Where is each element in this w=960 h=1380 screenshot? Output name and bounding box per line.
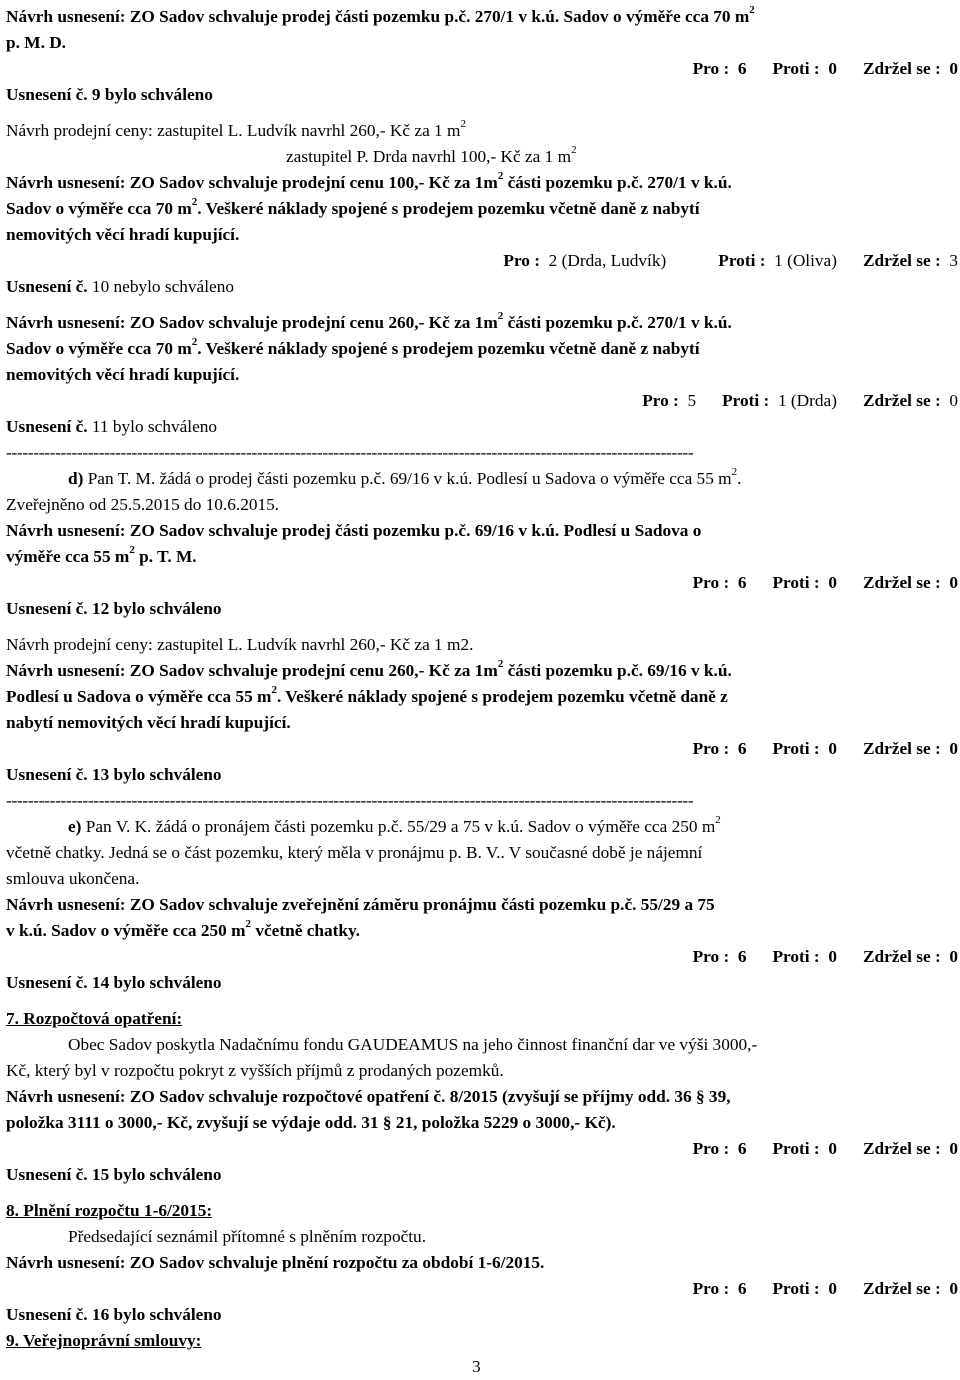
proposal-10-line-1: Návrh usnesení: ZO Sadov schvaluje prodejní cenu 100,- Kč za $1m^2$ části pozemku p.č. 270/1 v k.ú. — [6, 170, 732, 192]
price-proposal-2: Návrh prodejní ceny: zastupitel L. Ludvík navrhl 260,- Kč za 1 m2. — [6, 635, 474, 654]
vote-13: Pro : 6 Proti : 0 Zdržel se : 0 — [692, 739, 958, 758]
resolution-13: Usnesení č. 13 bylo schváleno — [6, 765, 222, 784]
proposal-10-line-3: nemovitých věcí hradí kupující. — [6, 225, 240, 244]
item-e-line-3: smlouva ukončena. — [6, 869, 140, 888]
proposal-9-line-1: Návrh usnesení: ZO Sadov schvaluje prodej části pozemku p.č. 270/1 v k.ú. Sadov o výměře cca 70 $m^2$ — [6, 4, 755, 26]
vote-9: Pro : 6 Proti : 0 Zdržel se : 0 — [692, 59, 958, 78]
resolution-16: Usnesení č. 16 bylo schváleno — [6, 1305, 222, 1324]
proposal-11-line-3: nemovitých věcí hradí kupující. — [6, 365, 240, 384]
budget-text-line-1: Obec Sadov poskytla Nadačnímu fondu GAUDEAMUS na jeho činnost finanční dar ve výši 3000,- — [68, 1035, 758, 1054]
proposal-15-line-2: položka 3111 o 3000,- Kč, zvyšují se výdaje odd. 31 § 21, položka 5229 o 3000,- Kč). — [6, 1113, 616, 1132]
proposal-12-line-2: výměře cca 55 $m^2$ p. T. M. — [6, 544, 197, 566]
proposal-14-line-2: v k.ú. Sadov o výměře cca 250 $m^2$ včetně chatky. — [6, 918, 360, 940]
resolution-15: Usnesení č. 15 bylo schváleno — [6, 1165, 222, 1184]
proposal-11-line-2: Sadov o výměře cca 70 $m^2$. Veškeré náklady spojené s prodejem pozemku včetně daně z nabytí — [6, 336, 700, 358]
item-d-line-1: d) Pan T. M. žádá o prodej části pozemku p.č. 69/16 v k.ú. Podlesí u Sadova o výměře cca 55 $m^2$. — [68, 466, 742, 488]
section-8-heading: 8. Plnění rozpočtu 1-6/2015: — [6, 1201, 213, 1220]
price-proposal-drda: zastupitel P. Drda navrhl 100,- Kč za 1 $m^2$ — [286, 144, 577, 166]
vote-12: Pro : 6 Proti : 0 Zdržel se : 0 — [692, 573, 958, 592]
vote-14: Pro : 6 Proti : 0 Zdržel se : 0 — [692, 947, 958, 966]
separator-line-2: ------------------------------------------------------------------------------------------------------------------------------ — [6, 791, 694, 810]
page-number: 3 — [472, 1357, 481, 1376]
document-page — [6, 4, 958, 1354]
budget-text-line-2: Kč, který byl v rozpočtu pokryt z vyšších příjmů z prodaných pozemků. — [6, 1061, 504, 1080]
vote-10: Pro : 2 (Drda, Ludvík) Proti : 1 (Oliva) Zdržel se : 3 — [503, 251, 958, 270]
item-e-line-2: včetně chatky. Jedná se o část pozemku, který měla v pronájmu p. B. V.. V současné době je nájemní — [6, 843, 703, 862]
section-9-heading: 9. Veřejnoprávní smlouvy: — [6, 1331, 202, 1350]
item-d-line-2: Zveřejněno od 25.5.2015 do 10.6.2015. — [6, 495, 280, 514]
proposal-12-line-1: Návrh usnesení: ZO Sadov schvaluje prodej části pozemku p.č. 69/16 v k.ú. Podlesí u Sadova o — [6, 521, 702, 540]
proposal-15-line-1: Návrh usnesení: ZO Sadov schvaluje rozpočtové opatření č. 8/2015 (zvyšují se příjmy odd. 36 § 39, — [6, 1087, 731, 1106]
resolution-14: Usnesení č. 14 bylo schváleno — [6, 973, 222, 992]
vote-11: Pro : 5 Proti : 1 (Drda) Zdržel se : 0 — [642, 391, 958, 410]
vote-16: Pro : 6 Proti : 0 Zdržel se : 0 — [692, 1279, 958, 1298]
proposal-16: Návrh usnesení: ZO Sadov schvaluje plnění rozpočtu za období 1-6/2015. — [6, 1253, 545, 1272]
proposal-13-line-3: nabytí nemovitých věcí hradí kupující. — [6, 713, 291, 732]
resolution-9: Usnesení č. 9 bylo schváleno — [6, 85, 213, 104]
proposal-13-line-1: Návrh usnesení: ZO Sadov schvaluje prodejní cenu 260,- Kč za $1m^2$ části pozemku p.č. 69/16 v k.ú. — [6, 658, 732, 680]
resolution-12: Usnesení č. 12 bylo schváleno — [6, 599, 222, 618]
resolution-11: Usnesení č. 11 bylo schváleno — [6, 417, 218, 436]
proposal-10-line-2: Sadov o výměře cca 70 $m^2$. Veškeré náklady spojené s prodejem pozemku včetně daně z nabytí — [6, 196, 700, 218]
separator-line: ------------------------------------------------------------------------------------------------------------------------------ — [6, 443, 694, 462]
section-7-heading: 7. Rozpočtová opatření: — [6, 1009, 183, 1028]
proposal-14-line-1: Návrh usnesení: ZO Sadov schvaluje zveřejnění záměru pronájmu části pozemku p.č. 55/29 a 75 — [6, 895, 715, 914]
resolution-10: Usnesení č. 10 nebylo schváleno — [6, 277, 234, 296]
budget-fulfilment-text: Předsedající seznámil přítomné s plněním rozpočtu. — [68, 1227, 427, 1246]
proposal-11-line-1: Návrh usnesení: ZO Sadov schvaluje prodejní cenu 260,- Kč za $1m^2$ části pozemku p.č. 270/1 v k.ú. — [6, 310, 732, 332]
item-e-line-1: e) Pan V. K. žádá o pronájem části pozemku p.č. 55/29 a 75 v k.ú. Sadov o výměře cca 250 $m^2$ — [68, 814, 721, 836]
proposal-9-line-2: p. M. D. — [6, 33, 67, 52]
vote-15: Pro : 6 Proti : 0 Zdržel se : 0 — [692, 1139, 958, 1158]
price-proposal-ludvik: Návrh prodejní ceny: zastupitel L. Ludvík navrhl 260,- Kč za 1 $m^2$ — [6, 118, 466, 140]
proposal-13-line-2: Podlesí u Sadova o výměře cca 55 $m^2$. Veškeré náklady spojené s prodejem pozemku včetně daně z — [6, 684, 728, 706]
